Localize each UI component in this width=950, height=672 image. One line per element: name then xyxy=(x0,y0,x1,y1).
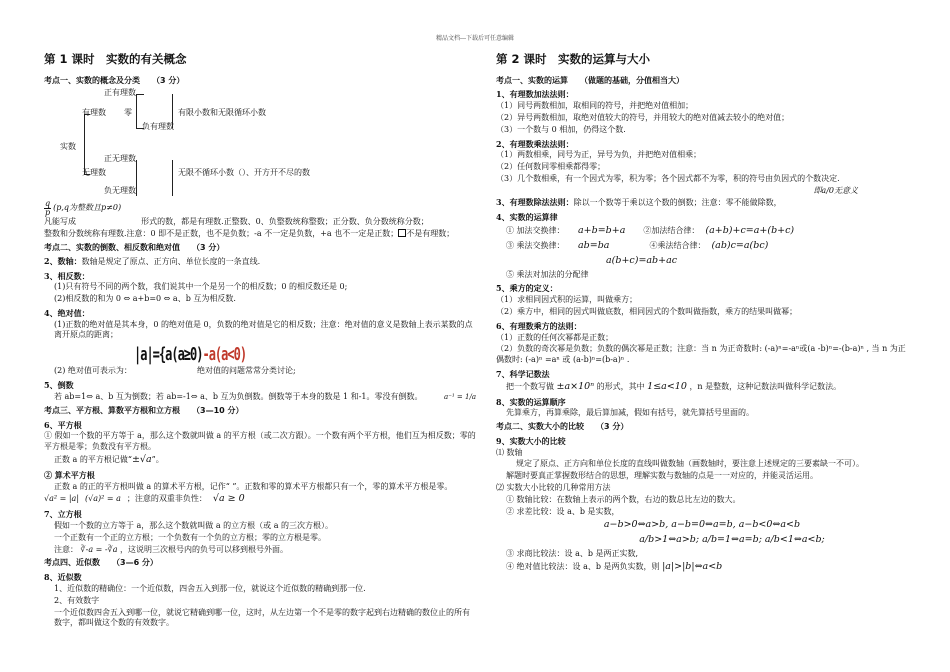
power-def-title: 5、乘方的定义： xyxy=(496,283,558,294)
reciprocal-title: 5、倒数 xyxy=(44,380,74,391)
compare-m3-formula: a/b>1⇔a>b; a/b=1⇔a=b; a/b<1⇔a<b; xyxy=(639,534,825,546)
absolute-title: 4、绝对值： xyxy=(44,307,90,318)
approx-line-1: 1、近似数的精确位：一个近似数，四舍五入到那一位，就说这个近似数的精确到那一位. xyxy=(54,584,366,594)
absolute-line-2: (2) 绝对值可表示为： 绝对值的问题常常分类讨论; xyxy=(54,366,296,376)
compare-m2-formula: a−b>0⇔a>b, a−b=0⇔a=b, a−b<0⇔a<b xyxy=(603,519,801,531)
rational-note: 整数和分数统称有理数.注意：0 即不是正数，也不是负数；-a 不一定是负数，+a 也不一定是正数； 不是有理数； xyxy=(44,229,455,239)
tree-fuwulishu: 负无理数 xyxy=(104,186,136,196)
lesson-1-title: 第 1 课时 实数的有关概念 xyxy=(44,52,187,66)
k2-heading: 考点二、实数的倒数、相反数和绝对值 （3 分） xyxy=(44,242,225,252)
tree-brace-rational xyxy=(136,94,137,128)
k1-heading: 考点一、实数的概念及分类 （3 分） xyxy=(44,75,185,85)
tree-wulishu: 无理数 xyxy=(82,168,106,178)
mul-rule-1: （1）两数相乘，同号为正，异号为负，并把绝对值相乘； xyxy=(496,150,702,160)
approx-line-2: 2、有效数字 xyxy=(54,595,100,605)
tree-youlishu-note: 有限小数和无限循环小数 xyxy=(178,108,266,118)
compare-c1-text: 规定了原点、正方向和单位长度的直线叫做数轴（画数轴时，要注意上述规定的三要素缺一不可）。 xyxy=(516,459,864,469)
distributive-label: ⑤ 乘法对加法的分配律 xyxy=(506,269,589,279)
square-root-line-1: ① 假如一个数的平方等于 a，那么这个数就叫做 a 的平方根（或二次方跟）。一个数有两个平方根，他们互为相反数；零的平方根是零；负数没有平方根。 xyxy=(44,431,476,452)
laws-row-1: ① 加法交换律： a+b=b+a ②加法结合律： (a+b)+c=a+(b+c) xyxy=(506,225,795,237)
page-header: 精品文档---下载后可任意编辑 xyxy=(435,35,515,42)
left-column xyxy=(44,50,476,630)
distributive-formula: a(b+c)=ab+ac xyxy=(606,254,678,266)
add-rule-title: 1、有理数加法法则： xyxy=(496,89,574,100)
compare-m4: ④ 绝对值比较法：设 a、b 是两负实数，则 |a|>|b|⇔a<b xyxy=(506,560,723,572)
add-rule-2: （2）异号两数相加，取绝对值较大的符号，并用较大的绝对值减去较小的绝对值； xyxy=(496,112,790,122)
cube-root-line-2: 一个正数有一个正的立方根；一个负数有一个负的立方根；零的立方根是零。 xyxy=(54,532,326,542)
compare-m2: ② 求差比较：设 a、b 是实数， xyxy=(506,506,620,516)
absolute-formula-image: |a|={a(a≥0)-a(a<0) xyxy=(134,343,247,365)
tree-brace-main xyxy=(84,114,85,174)
k3-heading: 考点三、平方根、算数平方根和立方根 （3—10 分） xyxy=(44,405,244,415)
arith-root-title: ② 算术平方根 xyxy=(44,469,95,480)
cube-root-line-1: 假如一个数的立方等于 a，那么这个数就叫做 a 的立方根（或 a 的三次方根）。 xyxy=(54,521,334,531)
square-symbol-icon xyxy=(398,229,406,237)
tree-brace-irrational-right xyxy=(172,160,173,196)
frac-condition: (p,q为整数且p≠0) xyxy=(53,203,122,213)
power-rule-2: （2）负数的奇次幂是负数；负数的偶次幂是正数；注意：当 n 为正奇数时: (-a)ⁿ=-aⁿ或(a -b)ⁿ=-(b-a)ⁿ , 当 n 为正偶数时: (-a)ⁿ =aⁿ 或 (a-b)ⁿ=(b-a)ⁿ . xyxy=(496,344,906,365)
tree-brace-irrational xyxy=(136,160,137,196)
tree-zhengyoulishu: 正有理数 xyxy=(104,88,136,98)
rational-definition-line: 凡能写成 形式的数，都是有理数.正整数、0、负整数统称整数；正分数、负分数统称分数； xyxy=(44,217,429,227)
tree-brace-rational-right xyxy=(172,94,173,128)
compare-m1: ① 数轴比较：在数轴上表示的两个数，右边的数总比左边的数大。 xyxy=(506,494,741,504)
compare-c1: ⑴ 数轴 xyxy=(496,447,523,457)
absolute-line-1: (1)正数的绝对值是其本身，0 的绝对值是 0，负数的绝对值是它的相反数；注意：绝对值的意义是数轴上表示某数的点离开原点的距离； xyxy=(54,319,473,340)
cube-root-line-3: 注意： ∛-a = -∛a ，这说明三次根号内的负号可以移到根号外面。 xyxy=(54,544,289,554)
mul-rule-title: 2、有理数乘法法则： xyxy=(496,138,574,149)
opposite-line-2: (2)相反数的和为 0 ⇔ a+b=0 ⇔ a、b 互为相反数. xyxy=(54,294,236,304)
add-rule-3: （3）一个数与 0 相加，仍得这个数. xyxy=(496,124,626,134)
square-root-title: 6、平方根 xyxy=(44,419,82,430)
power-rule-1: （1）正数的任何次幂都是正数； xyxy=(496,332,614,342)
q-over-p: $\frac{q}{p}$ xyxy=(45,199,51,218)
div-zero-note: 即a/0无意义 xyxy=(813,185,858,195)
add-rule-1: （1）同号两数相加，取相同的符号，并把绝对值相加； xyxy=(496,101,694,111)
number-line-item: 2、数轴：数轴是规定了原点、正方向、单位长度的一条直线. xyxy=(44,255,261,266)
power-def-1: （1）求相同因式积的运算，叫做乘方； xyxy=(496,295,638,305)
compare-title: 9、实数大小的比较 xyxy=(496,435,566,446)
opposite-line-1: (1)只有符号不同的两个数，我们说其中一个是另一个的相反数；0 的相反数还是 0; xyxy=(54,282,348,292)
laws-title: 4、实数的运算律 xyxy=(496,212,558,223)
compare-c1-text2: 解题时要真正掌握数形结合的思想，理解实数与数轴的点是一一对应的，并能灵活运用。 xyxy=(506,471,818,481)
tree-ling: 零 xyxy=(124,108,132,118)
power-rule-title: 6、有理数乘方的法则： xyxy=(496,320,582,331)
compare-m3: ③ 求商比较法：设 a、b 是两正实数, xyxy=(506,549,639,559)
right-column xyxy=(496,50,908,575)
cube-root-title: 7、立方根 xyxy=(44,509,82,520)
lesson-2-title: 第 2 课时 实数的运算与大小 xyxy=(496,52,651,66)
power-def-2: （2）乘方中，相同的因式叫做底数，相同因式的个数叫做指数，乘方的结果叫做幂； xyxy=(496,306,798,316)
r-k1-heading: 考点一、实数的运算 （做题的基础，分值相当大） xyxy=(496,75,684,85)
tree-fuyoulishu: 负有理数 xyxy=(142,122,174,132)
approx-title: 8、近似数 xyxy=(44,572,82,583)
laws-row-2: ③ 乘法交换律： ab=ba ④乘法结合律： (ab)c=a(bc) xyxy=(506,239,769,251)
real-number-classification-tree xyxy=(44,88,476,198)
order-title: 8、实数的运算顺序 xyxy=(496,396,566,407)
mul-rule-3: （3）几个数相乘，有一个因式为零，积为零；各个因式都不为零，积的符号由负因式的个数决定. xyxy=(496,173,840,183)
order-text: 先算乘方，再算乘除，最后算加减，假如有括号，就先算括号里面的。 xyxy=(506,408,754,418)
square-root-line-2: 正数 a 的平方根记做“±√a”。 xyxy=(54,454,164,466)
arith-root-line-1: 正数 a 的正的平方根叫做 a 的算术平方根，记作“ ”。正数和零的算术平方根都只有一个，零的算术平方根是零。 xyxy=(54,481,453,491)
tree-shishu: 实数 xyxy=(60,142,76,152)
approx-line-3: 一个近似数四舍五入到哪一位，就说它精确到哪一位，这时，从左边第一个不是零的数字起到右边精确的数位止的所有数字，都叫做这个数的有效数字。 xyxy=(54,607,470,628)
arith-root-formulas: √a² = |a| (√a)² = a ；注意的双重非负性： √a ≥ 0 xyxy=(44,493,245,505)
reciprocal-formula: a⁻¹ = 1/a xyxy=(444,392,476,401)
opposite-title: 3、相反数： xyxy=(44,270,90,281)
tree-youlishu: 有理数 xyxy=(82,108,106,118)
div-rule: 3、有理数除法法则：除以一个数等于乘以这个数的倒数；注意：零不能做除数， xyxy=(496,197,782,208)
sci-title: 7、科学记数法 xyxy=(496,368,550,379)
k4-heading: 考点四、近似数 （3—6 分） xyxy=(44,558,158,568)
sci-line: 把一个数写做 ±a×10ⁿ 的形式，其中 1≤a<10 ，n 是整数，这种记数法叫做科学记数法。 xyxy=(506,380,842,392)
mul-rule-2: （2）任何数同零相乘都得零； xyxy=(496,162,606,172)
r-k3-heading: 考点二、实数大小的比较 （3 分） xyxy=(496,422,629,432)
tree-wulishu-note: 无限不循环小数（）、开方开不尽的数 xyxy=(178,168,310,178)
tree-tick xyxy=(136,94,144,95)
reciprocal-line: 若 ab=1⇔ a、b 互为倒数；若 ab=-1⇔ a、b 互为负倒数。倒数等于本身的数是 1 和-1。零没有倒数。 a⁻¹ = 1/a xyxy=(54,392,476,402)
rational-definition xyxy=(44,200,476,217)
compare-c2: ⑵ 实数大小比较的几种常用方法 xyxy=(496,483,611,493)
tree-zhengwulishu: 正无理数 xyxy=(104,154,136,164)
